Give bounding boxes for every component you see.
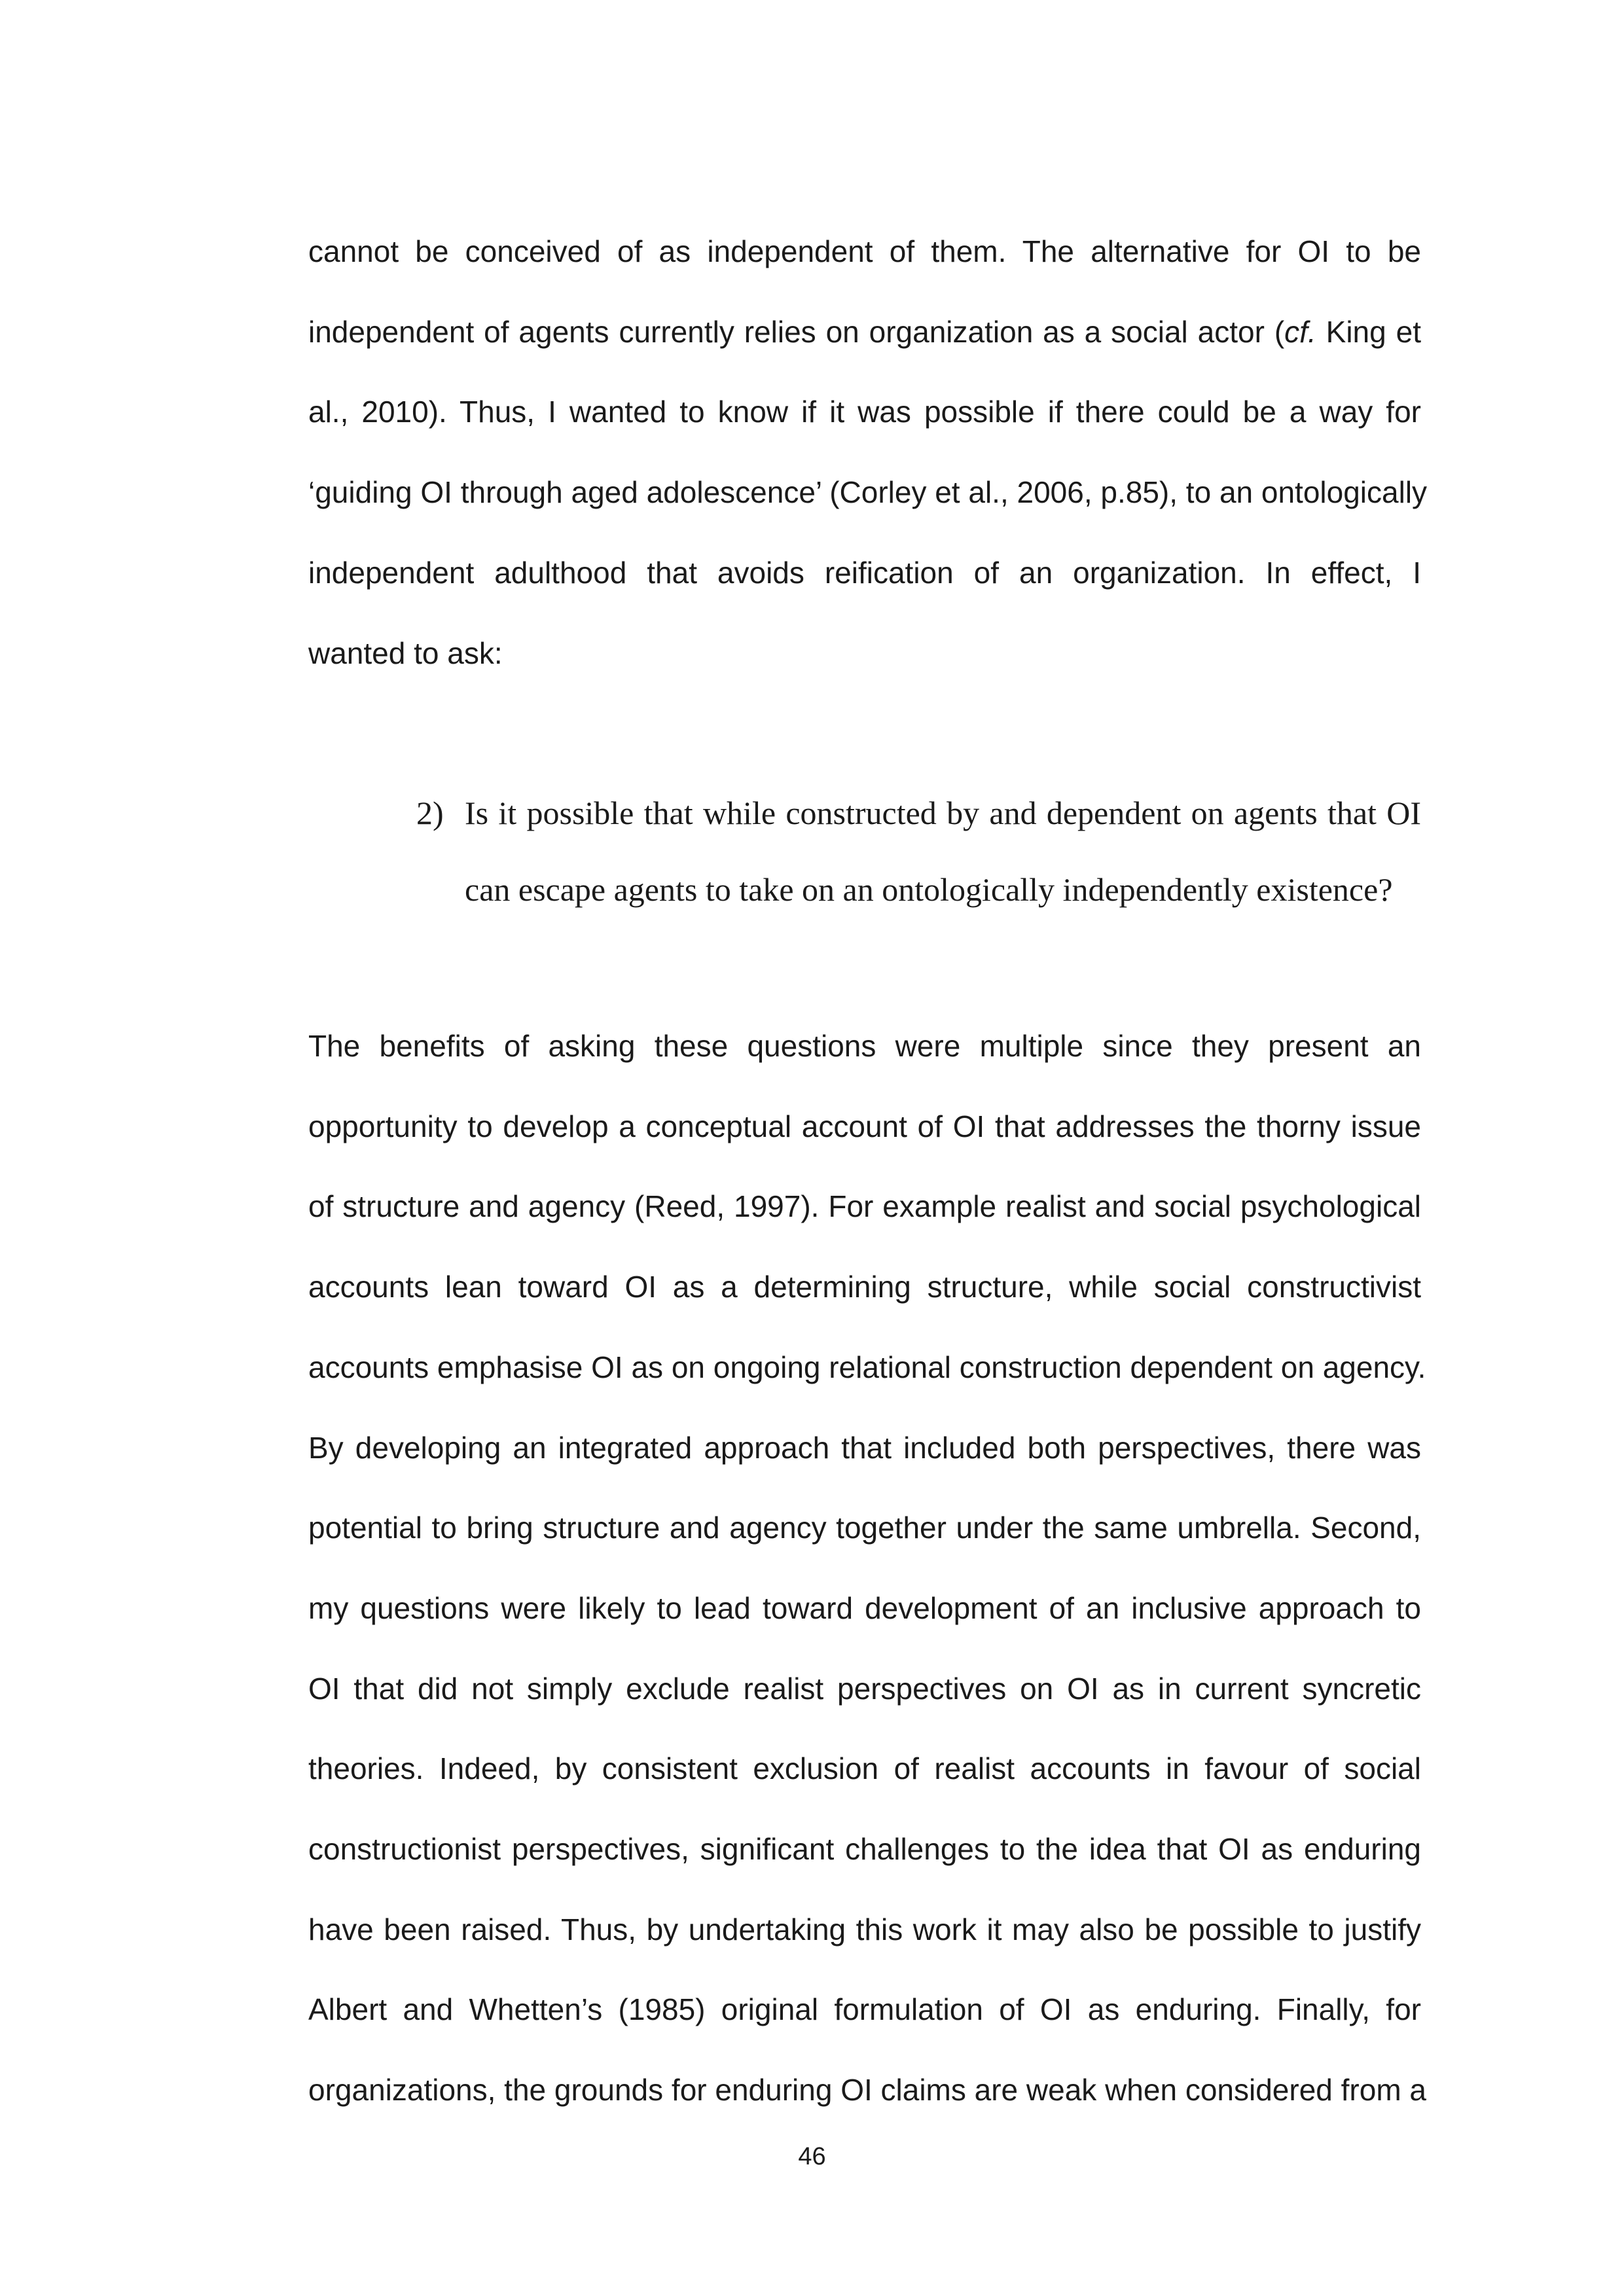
paragraph-2-line-6: By developing an integrated approach that included both perspectives, there was [308,1431,1421,1465]
paragraph-2-line-10: theories. Indeed, by consistent exclusion of realist accounts in favour of social [308,1751,1421,1785]
question-line-1: Is it possible that while constructed by and dependent on agents that OI [465,795,1421,831]
paragraph-1-line-6: wanted to ask: [308,636,503,670]
question-line-2: can escape agents to take on an ontologically independently existence? [465,871,1393,908]
citation-cf: cf. [1284,315,1316,349]
paragraph-1-line-3: al., 2010). Thus, I wanted to know if it was possible if there could be a way for [308,395,1421,429]
paragraph-2-line-12: have been raised. Thus, by undertaking this work it may also be possible to justify [308,1912,1421,1946]
paragraph-1-line-4: ‘guiding OI through aged adolescence’ (Corley et al., 2006, p.85), to an ontologically [308,475,1428,509]
paragraph-2-line-4: accounts lean toward OI as a determining structure, while social constructivist [308,1270,1421,1304]
paragraph-2-line-11: constructionist perspectives, significant challenges to the idea that OI as enduring [308,1832,1421,1866]
paragraph-2-line-14: organizations, the grounds for enduring OI claims are weak when considered from a [308,2073,1427,2107]
paragraph-1-line-2-tail: King et [1316,315,1421,349]
paragraph-1-line-2 [308,312,1421,351]
paragraph-2-line-8: my questions were likely to lead toward development of an inclusive approach to [308,1591,1421,1625]
paragraph-1-line-2-text: independent of agents currently relies on organization as a social actor ( [308,315,1285,349]
question-number: 2) [416,795,444,831]
paragraph-2-line-9: OI that did not simply exclude realist perspectives on OI as in current syncretic [308,1672,1421,1706]
paragraph-1-line-5: independent adulthood that avoids reification of an organization. In effect, I [308,556,1421,590]
paragraph-2-line-3: of structure and agency (Reed, 1997). For example realist and social psychological [308,1189,1421,1223]
page-number: 46 [798,2143,826,2170]
paragraph-2-line-7: potential to bring structure and agency together under the same umbrella. Second, [308,1511,1421,1545]
paragraph-2-line-5: accounts emphasise OI as on ongoing relational construction dependent on agency. [308,1350,1426,1384]
paragraph-2-line-1: The benefits of asking these questions were multiple since they present an [308,1029,1421,1063]
paragraph-2-line-13: Albert and Whetten’s (1985) original formulation of OI as enduring. Finally, for [308,1992,1421,2026]
paragraph-1-line-1: cannot be conceived of as independent of them. The alternative for OI to be [308,234,1421,268]
paragraph-2-line-2: opportunity to develop a conceptual account of OI that addresses the thorny issue [308,1109,1421,1143]
